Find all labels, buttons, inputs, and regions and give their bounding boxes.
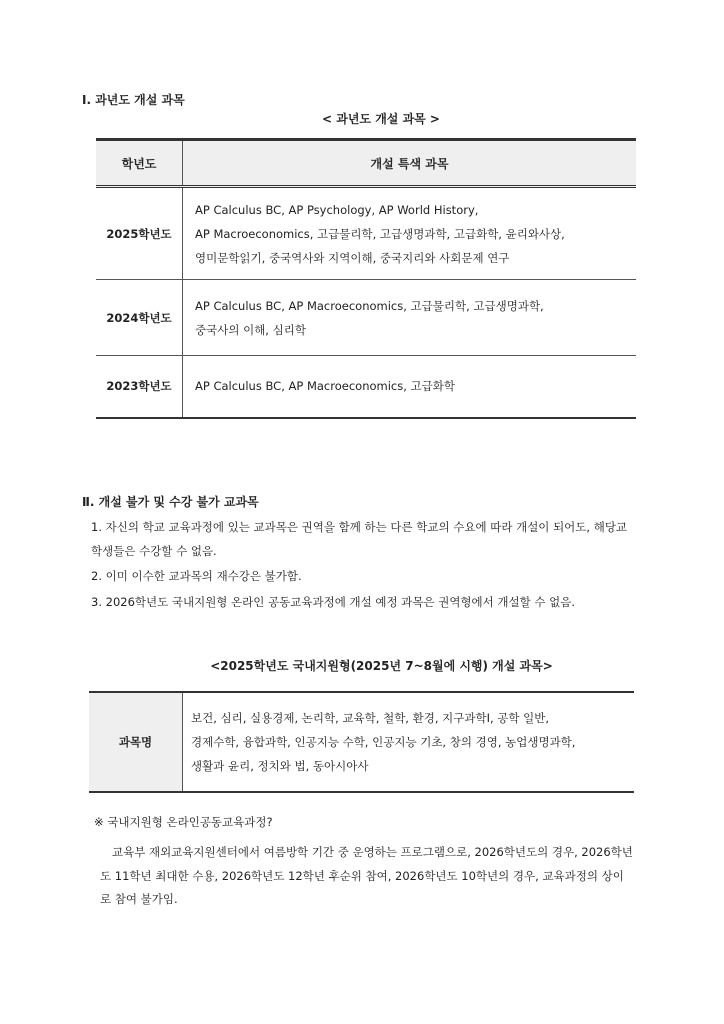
header-year: 학년도 (96, 140, 183, 187)
year-cell: 2024학년도 (96, 280, 183, 356)
courses-cell (183, 692, 635, 792)
past-courses-table (96, 138, 636, 419)
course-line: 중국사의 이해, 심리학 (195, 322, 306, 337)
table-header-row (96, 140, 636, 187)
rule-item-2: 2. 이미 이수한 교과목의 재수강은 불가함. (91, 569, 302, 583)
course-line: 영미문학읽기, 중국역사와 지역이해, 중국지리와 사회문제 연구 (195, 250, 510, 265)
note-line-2: 도 11학년 최대한 수용, 2026학년도 12학년 후순위 참여, 2026학년도 10학년의 경우, 교육과정의 상이 (100, 869, 624, 883)
course-line: AP Macroeconomics, 고급물리학, 고급생명과학, 고급화학, 윤리와사상, (195, 226, 565, 241)
courses-cell (183, 356, 637, 418)
course-line: AP Calculus BC, AP Macroeconomics, 고급화학 (195, 379, 455, 394)
label-cell: 과목명 (89, 692, 183, 792)
rule-item-3: 3. 2026학년도 국내지원형 온라인 공동교육과정에 개설 예정 과목은 권역형에서 개설할 수 없음. (91, 595, 576, 609)
table2-title: <2025학년도 국내지원형(2025년 7~8월에 시행) 개설 과목> (210, 659, 553, 673)
rule-item-1: 1. 자신의 학교 교육과정에 있는 교과목은 권역을 함께 하는 다른 학교의 수요에 따라 개설이 되어도, 해당교 (91, 520, 628, 534)
course-line: AP Calculus BC, AP Macroeconomics, 고급물리학, 고급생명과학, (195, 298, 544, 313)
table-row (96, 187, 636, 280)
domestic-courses-table (89, 691, 634, 793)
table-row (96, 280, 636, 356)
rule-item-1-cont: 학생들은 수강할 수 없음. (91, 544, 217, 558)
note-line-3: 로 참여 불가임. (100, 892, 178, 906)
course-line: 생활과 윤리, 정치와 법, 동아시아사 (191, 759, 369, 773)
table1-title: < 과년도 개설 과목 > (322, 112, 440, 126)
section1-heading: I. 과년도 개설 과목 (82, 93, 185, 107)
table-row (89, 692, 634, 792)
year-cell: 2025학년도 (96, 187, 183, 280)
courses-cell (183, 187, 637, 280)
note-title: ※ 국내지원형 온라인공동교육과정? (94, 815, 273, 829)
course-line: AP Calculus BC, AP Psychology, AP World History, (195, 202, 479, 217)
section2-heading: Ⅱ. 개설 불가 및 수강 불가 교과목 (82, 495, 259, 509)
course-line: 경제수학, 융합과학, 인공지능 수학, 인공지능 기초, 창의 경영, 농업생명과학, (191, 735, 576, 749)
table-row (96, 356, 636, 418)
courses-cell (183, 280, 637, 356)
year-cell: 2023학년도 (96, 356, 183, 418)
header-courses: 개설 특색 과목 (183, 140, 637, 187)
course-line: 보건, 심리, 실용경제, 논리학, 교육학, 철학, 환경, 지구과학Ⅰ, 공학 일반, (191, 711, 550, 725)
note-line-1: 교육부 재외교육지원센터에서 여름방학 기간 중 운영하는 프로그램으로, 2026학년도의 경우, 2026학년 (112, 845, 633, 859)
